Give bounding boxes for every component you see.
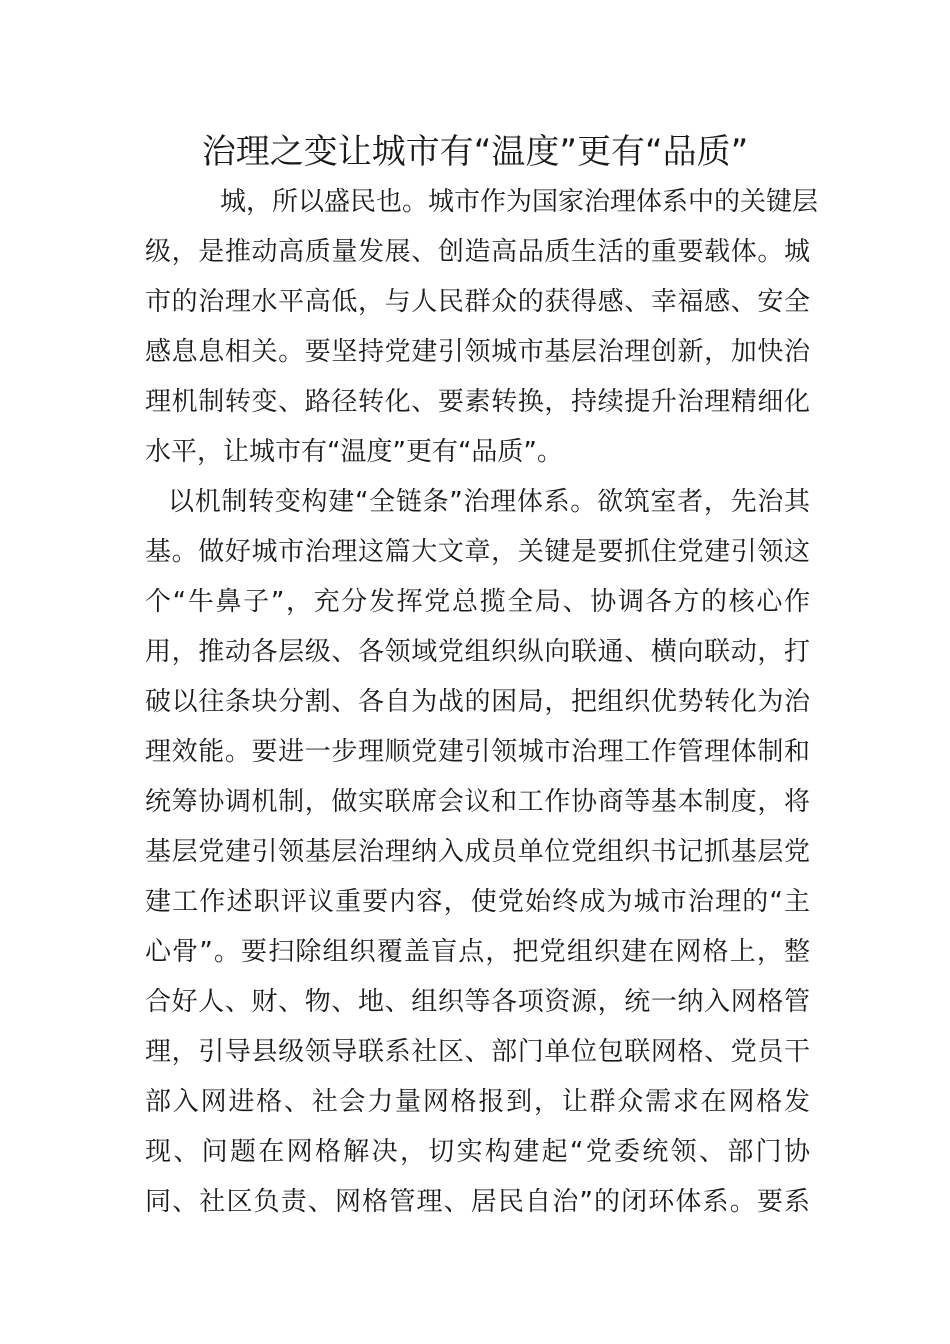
paragraph-line: 理机制转变、路径转化、要素转换，持续提升治理精细化 xyxy=(145,387,810,417)
paragraph-line: 部入网进格、社会力量网格报到，让群众需求在网格发 xyxy=(145,1087,810,1117)
paragraph-line: 基。做好城市治理这篇大文章，关键是要抓住党建引领这 xyxy=(145,537,810,567)
paragraph-line: 现、问题在网格解决，切实构建起“党委统领、部门协 xyxy=(145,1137,810,1167)
paragraph-line: 感息息相关。要坚持党建引领城市基层治理创新，加快治 xyxy=(145,337,810,367)
paragraph-line: 心骨”。要扫除组织覆盖盲点，把党组织建在网格上，整 xyxy=(145,937,810,967)
paragraph-line: 建工作述职评议重要内容，使党始终成为城市治理的“主 xyxy=(145,887,810,917)
paragraph-line: 个“牛鼻子”，充分发挥党总揽全局、协调各方的核心作 xyxy=(145,587,810,617)
paragraph-line: 市的治理水平高低，与人民群众的获得感、幸福感、安全 xyxy=(145,287,810,317)
paragraph-line: 用，推动各层级、各领域党组织纵向联通、横向联动，打 xyxy=(145,637,810,667)
paragraph-line: 以机制转变构建“全链条”治理体系。欲筑室者，先治其 xyxy=(168,487,810,517)
paragraph-line: 城，所以盛民也。城市作为国家治理体系中的关键层 xyxy=(220,187,819,217)
paragraph-line: 理效能。要进一步理顺党建引领城市治理工作管理体制和 xyxy=(145,737,810,767)
document-title: 治理之变让城市有“温度”更有“品质” xyxy=(201,132,749,172)
paragraph-line: 基层党建引领基层治理纳入成员单位党组织书记抓基层党 xyxy=(145,837,810,867)
paragraph-line: 级，是推动高质量发展、创造高品质生活的重要载体。城 xyxy=(145,237,810,267)
paragraph-line: 水平，让城市有“温度”更有“品质”。 xyxy=(145,437,563,467)
paragraph-line: 同、社区负责、网格管理、居民自治”的闭环体系。要系 xyxy=(145,1187,810,1217)
paragraph-line: 理，引导县级领导联系社区、部门单位包联网格、党员干 xyxy=(145,1037,810,1067)
paragraph-line: 破以往条块分割、各自为战的困局，把组织优势转化为治 xyxy=(145,687,810,717)
paragraph-line: 统筹协调机制，做实联席会议和工作协商等基本制度，将 xyxy=(145,787,810,817)
paragraph-line: 合好人、财、物、地、组织等各项资源，统一纳入网格管 xyxy=(145,987,810,1017)
